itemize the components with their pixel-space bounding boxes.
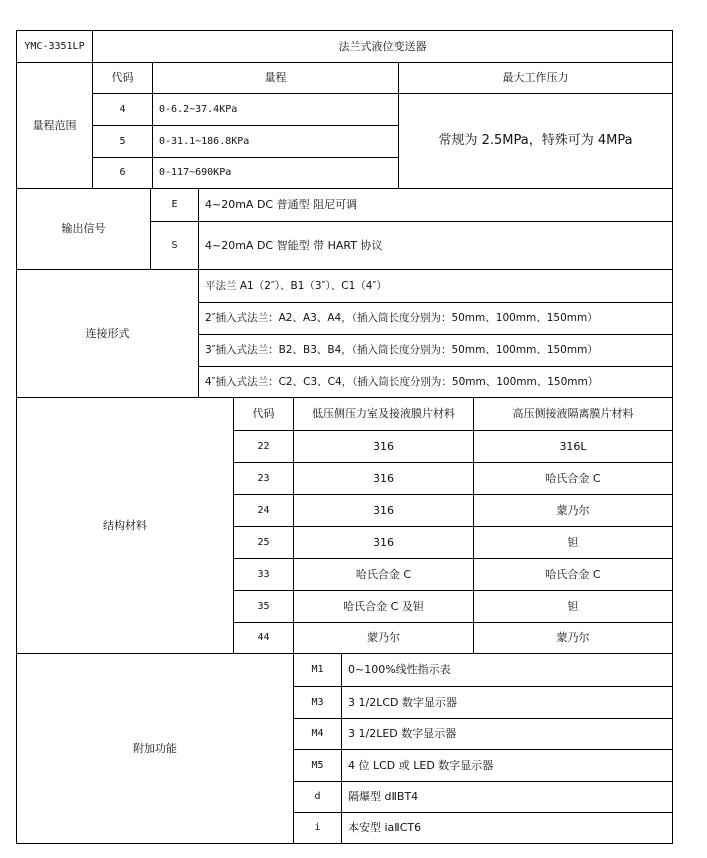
material-header-high: 高压侧接液隔离膜片材料 bbox=[473, 398, 672, 430]
extra-code: d bbox=[293, 781, 341, 812]
title-row bbox=[16, 30, 673, 63]
material-high: 蒙乃尔 bbox=[473, 494, 672, 526]
range-section bbox=[16, 62, 673, 189]
output-section bbox=[16, 188, 673, 270]
connection-option: 4″插入式法兰：C2、C3、C4，（插入筒长度分别为：50mm、100mm、150mm） bbox=[198, 366, 672, 397]
range-code: 5 bbox=[92, 125, 152, 157]
material-high: 316L bbox=[473, 430, 672, 462]
product-title: 法兰式液位变送器 bbox=[92, 31, 672, 62]
output-desc: 4~20mA DC 普通型 阻尼可调 bbox=[198, 189, 672, 221]
material-low: 哈氏合金 C bbox=[293, 558, 473, 590]
material-code: 44 bbox=[233, 622, 293, 653]
connection-option: 平法兰 A1（2″）、B1（3″）、C1（4″） bbox=[198, 270, 672, 302]
material-high: 哈氏合金 C bbox=[473, 462, 672, 494]
extra-code: M4 bbox=[293, 718, 341, 749]
range-value: 0-6.2~37.4KPa bbox=[152, 93, 398, 125]
range-code: 6 bbox=[92, 157, 152, 188]
extra-label: 附加功能 bbox=[133, 741, 177, 755]
extra-code: M5 bbox=[293, 749, 341, 781]
extra-desc: 3 1/2LCD 数字显示器 bbox=[341, 686, 672, 718]
extra-desc: 隔爆型 dⅡBT4 bbox=[341, 781, 672, 812]
material-code: 33 bbox=[233, 558, 293, 590]
range-label: 量程范围 bbox=[32, 118, 77, 132]
connection-section bbox=[16, 269, 673, 398]
material-low: 316 bbox=[293, 430, 473, 462]
material-section bbox=[16, 397, 673, 654]
output-label: 输出信号 bbox=[61, 222, 106, 236]
max-pressure-value: 常规为 2.5MPa，特殊可为 4MPa bbox=[398, 93, 672, 188]
material-low: 316 bbox=[293, 526, 473, 558]
extra-section bbox=[16, 653, 673, 844]
output-desc: 4~20mA DC 智能型 带 HART 协议 bbox=[198, 221, 672, 269]
range-header-code: 代码 bbox=[92, 63, 152, 93]
extra-code: M3 bbox=[293, 686, 341, 718]
extra-desc: 0~100%线性指示表 bbox=[341, 654, 672, 686]
extra-code: M1 bbox=[293, 654, 341, 686]
extra-desc: 本安型 iaⅡCT6 bbox=[341, 812, 672, 843]
connection-option: 3″插入式法兰：B2、B3、B4，（插入筒长度分别为：50mm、100mm、150mm） bbox=[198, 334, 672, 366]
range-value: 0-117~690KPa bbox=[152, 157, 398, 188]
range-code: 4 bbox=[92, 93, 152, 125]
material-code: 22 bbox=[233, 430, 293, 462]
connection-label: 连接形式 bbox=[85, 326, 130, 340]
output-code: S bbox=[150, 221, 198, 269]
material-code: 35 bbox=[233, 590, 293, 622]
extra-desc: 4 位 LCD 或 LED 数字显示器 bbox=[341, 749, 672, 781]
material-code: 25 bbox=[233, 526, 293, 558]
material-header-low: 低压侧压力室及接液膜片材料 bbox=[293, 398, 473, 430]
extra-desc: 3 1/2LED 数字显示器 bbox=[341, 718, 672, 749]
material-high: 钽 bbox=[473, 590, 672, 622]
material-high: 蒙乃尔 bbox=[473, 622, 672, 653]
material-low: 316 bbox=[293, 494, 473, 526]
material-label: 结构材料 bbox=[103, 518, 147, 532]
material-low: 哈氏合金 C 及钽 bbox=[293, 590, 473, 622]
material-high: 钽 bbox=[473, 526, 672, 558]
extra-code: i bbox=[293, 812, 341, 843]
material-code: 24 bbox=[233, 494, 293, 526]
material-low: 蒙乃尔 bbox=[293, 622, 473, 653]
range-header-range: 量程 bbox=[152, 63, 398, 93]
material-high: 哈氏合金 C bbox=[473, 558, 672, 590]
material-code: 23 bbox=[233, 462, 293, 494]
connection-option: 2″插入式法兰：A2、A3、A4，（插入筒长度分别为：50mm、100mm、150mm） bbox=[198, 302, 672, 334]
model-code: YMC-3351LP bbox=[24, 40, 85, 52]
range-value: 0-31.1~186.8KPa bbox=[152, 125, 398, 157]
output-code: E bbox=[150, 189, 198, 221]
material-low: 316 bbox=[293, 462, 473, 494]
range-header-pressure: 最大工作压力 bbox=[398, 63, 672, 93]
material-header-code: 代码 bbox=[233, 398, 293, 430]
